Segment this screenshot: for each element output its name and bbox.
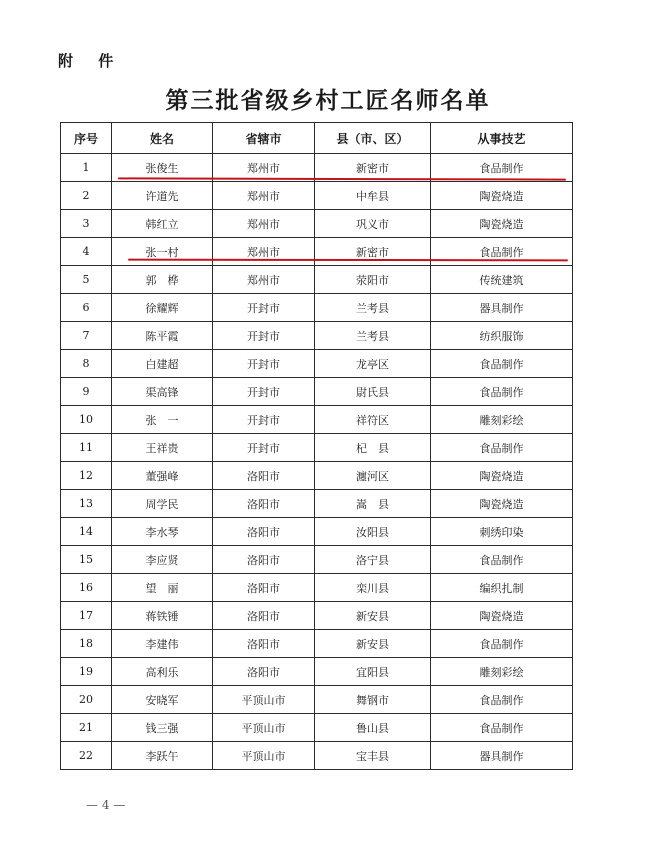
cell-index: 7 <box>61 322 112 350</box>
cell-county: 巩义市 <box>315 210 431 238</box>
cell-city: 开封市 <box>213 434 315 462</box>
table-row <box>61 546 573 574</box>
cell-city: 洛阳市 <box>213 490 315 518</box>
table-row <box>61 434 573 462</box>
cell-name: 韩红立 <box>112 210 213 238</box>
cell-city: 开封市 <box>213 378 315 406</box>
cell-name: 李建伟 <box>112 630 213 658</box>
cell-name: 张一村 <box>112 238 213 266</box>
cell-city: 洛阳市 <box>213 518 315 546</box>
table-row <box>61 182 573 210</box>
cell-name: 李水琴 <box>112 518 213 546</box>
cell-craft: 刺绣印染 <box>431 518 573 546</box>
header-name: 姓名 <box>112 123 213 154</box>
cell-craft: 食品制作 <box>431 434 573 462</box>
cell-name: 陈平霞 <box>112 322 213 350</box>
cell-craft: 雕刻彩绘 <box>431 406 573 434</box>
cell-index: 22 <box>61 742 112 770</box>
page-number: — 4 — <box>86 798 126 812</box>
table-row <box>61 518 573 546</box>
cell-county: 杞 县 <box>315 434 431 462</box>
cell-county: 兰考县 <box>315 322 431 350</box>
cell-city: 郑州市 <box>213 182 315 210</box>
cell-city: 郑州市 <box>213 154 315 182</box>
cell-craft: 食品制作 <box>431 378 573 406</box>
cell-craft: 传统建筑 <box>431 266 573 294</box>
cell-craft: 食品制作 <box>431 630 573 658</box>
cell-county: 兰考县 <box>315 294 431 322</box>
cell-county: 栾川县 <box>315 574 431 602</box>
cell-craft: 陶瓷烧造 <box>431 182 573 210</box>
cell-name: 钱三强 <box>112 714 213 742</box>
cell-county: 鲁山县 <box>315 714 431 742</box>
cell-city: 洛阳市 <box>213 602 315 630</box>
cell-index: 5 <box>61 266 112 294</box>
cell-index: 18 <box>61 630 112 658</box>
cell-craft: 陶瓷烧造 <box>431 602 573 630</box>
cell-craft: 食品制作 <box>431 350 573 378</box>
cell-index: 2 <box>61 182 112 210</box>
table-row <box>61 574 573 602</box>
cell-city: 郑州市 <box>213 238 315 266</box>
cell-county: 宝丰县 <box>315 742 431 770</box>
cell-name: 李跃午 <box>112 742 213 770</box>
cell-craft: 器具制作 <box>431 742 573 770</box>
cell-county: 新安县 <box>315 630 431 658</box>
table-row <box>61 266 573 294</box>
cell-craft: 食品制作 <box>431 686 573 714</box>
cell-craft: 器具制作 <box>431 294 573 322</box>
table-row <box>61 714 573 742</box>
cell-craft: 食品制作 <box>431 714 573 742</box>
cell-county: 宜阳县 <box>315 658 431 686</box>
cell-name: 周学民 <box>112 490 213 518</box>
cell-index: 17 <box>61 602 112 630</box>
cell-name: 许道先 <box>112 182 213 210</box>
cell-county: 洛宁县 <box>315 546 431 574</box>
cell-county: 祥符区 <box>315 406 431 434</box>
header-craft: 从事技艺 <box>431 123 573 154</box>
cell-name: 望 丽 <box>112 574 213 602</box>
table-row <box>61 686 573 714</box>
table-row <box>61 378 573 406</box>
cell-name: 白建超 <box>112 350 213 378</box>
table-header-row <box>61 123 573 154</box>
cell-city: 平顶山市 <box>213 686 315 714</box>
cell-index: 20 <box>61 686 112 714</box>
cell-city: 开封市 <box>213 294 315 322</box>
cell-index: 12 <box>61 462 112 490</box>
cell-county: 汝阳县 <box>315 518 431 546</box>
cell-craft: 食品制作 <box>431 546 573 574</box>
cell-index: 8 <box>61 350 112 378</box>
roster-table <box>60 122 573 770</box>
cell-county: 新安县 <box>315 602 431 630</box>
cell-county: 嵩 县 <box>315 490 431 518</box>
table-row <box>61 210 573 238</box>
cell-city: 开封市 <box>213 406 315 434</box>
cell-index: 11 <box>61 434 112 462</box>
header-index: 序号 <box>61 123 112 154</box>
cell-city: 平顶山市 <box>213 714 315 742</box>
cell-craft: 雕刻彩绘 <box>431 658 573 686</box>
cell-name: 张 一 <box>112 406 213 434</box>
table-row <box>61 658 573 686</box>
cell-name: 徐耀辉 <box>112 294 213 322</box>
table-row <box>61 350 573 378</box>
cell-county: 荥阳市 <box>315 266 431 294</box>
cell-craft: 编织扎制 <box>431 574 573 602</box>
cell-craft: 陶瓷烧造 <box>431 462 573 490</box>
cell-county: 新密市 <box>315 238 431 266</box>
cell-index: 13 <box>61 490 112 518</box>
cell-index: 15 <box>61 546 112 574</box>
cell-index: 6 <box>61 294 112 322</box>
cell-name: 张俊生 <box>112 154 213 182</box>
header-county: 县（市、区） <box>315 123 431 154</box>
header-city: 省辖市 <box>213 123 315 154</box>
cell-craft: 食品制作 <box>431 154 573 182</box>
cell-county: 尉氏县 <box>315 378 431 406</box>
table-row <box>61 238 573 266</box>
cell-index: 4 <box>61 238 112 266</box>
attachment-label: 附 件 <box>58 52 124 70</box>
cell-city: 开封市 <box>213 322 315 350</box>
cell-city: 郑州市 <box>213 210 315 238</box>
cell-county: 龙亭区 <box>315 350 431 378</box>
cell-name: 郭 桦 <box>112 266 213 294</box>
cell-index: 14 <box>61 518 112 546</box>
table-row <box>61 742 573 770</box>
table-row <box>61 322 573 350</box>
table-body <box>61 154 573 770</box>
cell-name: 高利乐 <box>112 658 213 686</box>
cell-county: 舞钢市 <box>315 686 431 714</box>
cell-craft: 陶瓷烧造 <box>431 490 573 518</box>
cell-craft: 食品制作 <box>431 238 573 266</box>
table-row <box>61 602 573 630</box>
cell-city: 洛阳市 <box>213 658 315 686</box>
cell-county: 中牟县 <box>315 182 431 210</box>
cell-name: 王祥贵 <box>112 434 213 462</box>
cell-city: 洛阳市 <box>213 546 315 574</box>
table-row <box>61 630 573 658</box>
cell-name: 蒋铁锤 <box>112 602 213 630</box>
cell-index: 10 <box>61 406 112 434</box>
cell-name: 安晓军 <box>112 686 213 714</box>
cell-city: 平顶山市 <box>213 742 315 770</box>
document-title: 第三批省级乡村工匠名师名单 <box>165 87 491 114</box>
cell-index: 1 <box>61 154 112 182</box>
cell-county: 瀍河区 <box>315 462 431 490</box>
cell-craft: 陶瓷烧造 <box>431 210 573 238</box>
table-row <box>61 490 573 518</box>
cell-name: 渠高锋 <box>112 378 213 406</box>
table-row <box>61 462 573 490</box>
cell-craft: 纺织服饰 <box>431 322 573 350</box>
cell-county: 新密市 <box>315 154 431 182</box>
cell-name: 董强峰 <box>112 462 213 490</box>
cell-index: 3 <box>61 210 112 238</box>
cell-index: 9 <box>61 378 112 406</box>
cell-city: 洛阳市 <box>213 630 315 658</box>
cell-name: 李应贤 <box>112 546 213 574</box>
cell-city: 开封市 <box>213 350 315 378</box>
cell-index: 16 <box>61 574 112 602</box>
cell-city: 郑州市 <box>213 266 315 294</box>
cell-index: 21 <box>61 714 112 742</box>
cell-city: 洛阳市 <box>213 574 315 602</box>
table-row <box>61 406 573 434</box>
table-row <box>61 294 573 322</box>
cell-city: 洛阳市 <box>213 462 315 490</box>
cell-index: 19 <box>61 658 112 686</box>
